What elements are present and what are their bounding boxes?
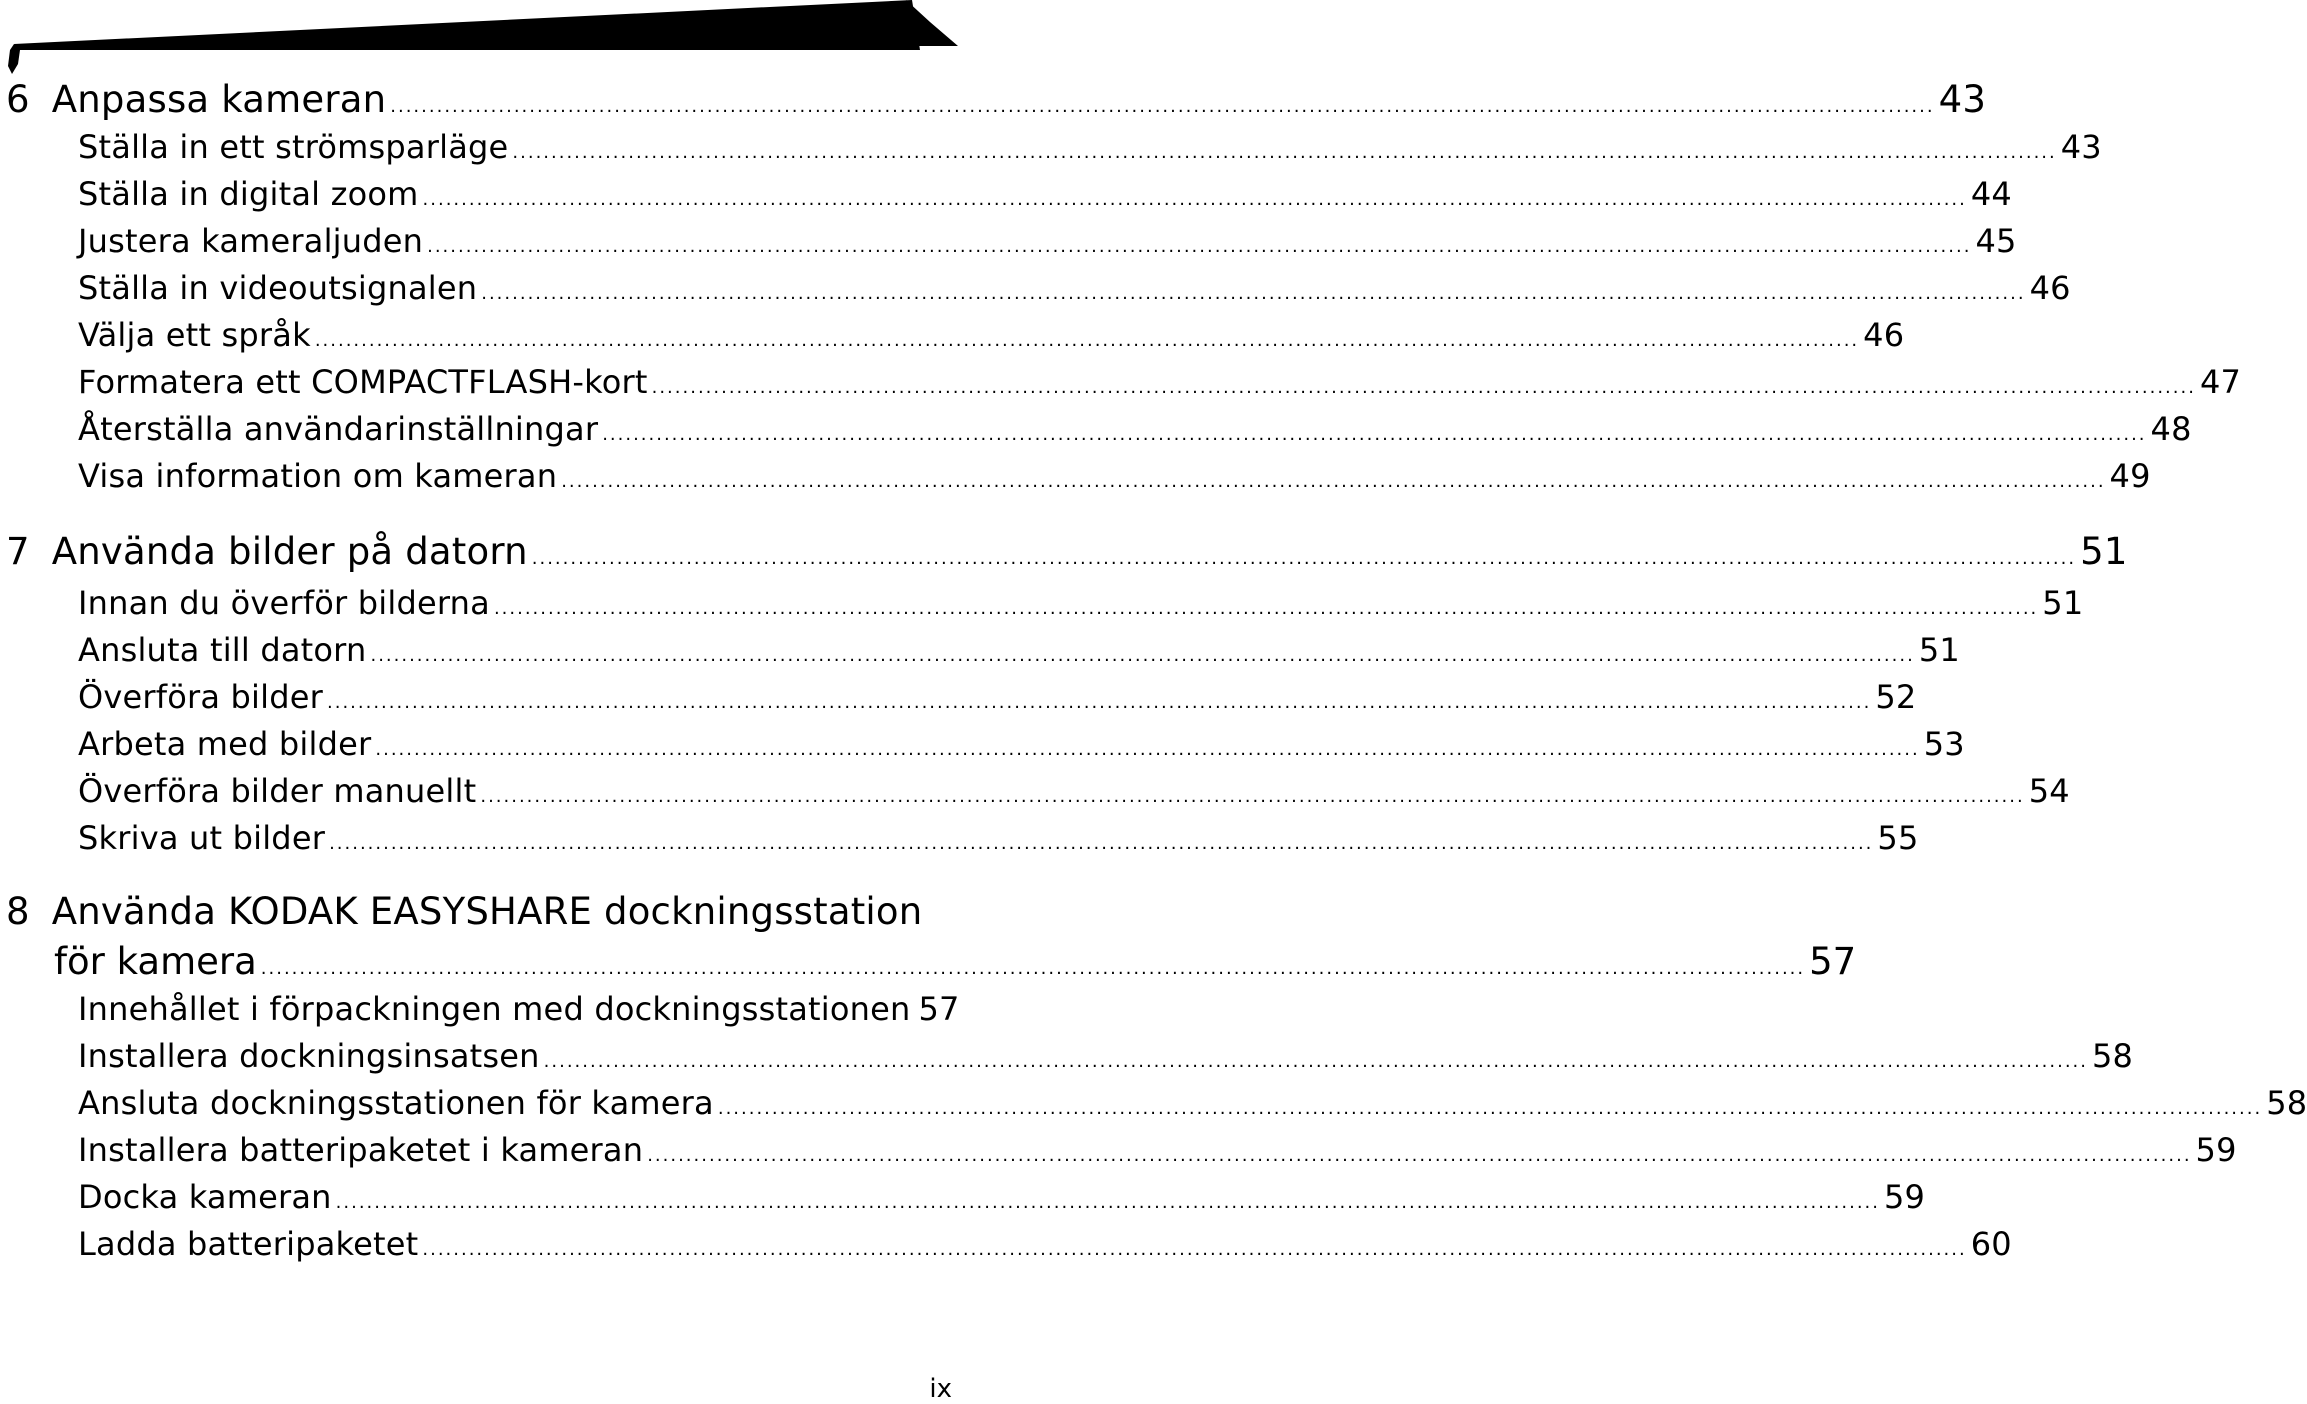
section-page-number: 59: [1884, 1178, 1926, 1216]
section-title: Installera batteripaketet i kameran: [78, 1131, 644, 1169]
section-title: Innehållet i förpackningen med dockningsstationen: [78, 990, 911, 1028]
section-page-number: 60: [1970, 1225, 2012, 1263]
dot-leader: ........................................................................................................................................................................................................: [370, 645, 1915, 666]
section-title: Justera kameraljuden: [78, 222, 424, 260]
dot-leader: ........................................................................................................................................................................................................: [531, 548, 2077, 569]
toc-section-entry[interactable]: [78, 772, 2070, 810]
chapter-title-continued: för kamera: [54, 940, 257, 983]
section-page-number: 54: [2028, 772, 2070, 810]
chapter-title-text: Använda KODAK EASYSHARE dockningsstation: [51, 890, 923, 933]
toc-section-entry[interactable]: [78, 1037, 2134, 1075]
toc-section-entry[interactable]: [78, 990, 960, 1028]
section-title: Visa information om kameran: [78, 457, 558, 495]
chapter-number: 6: [6, 78, 30, 121]
dot-leader: ........................................................................................................................................................................................................: [422, 1239, 1967, 1260]
toc-section-entry[interactable]: [78, 175, 2012, 213]
header-rule-corner: [906, 0, 958, 46]
toc-chapter-entry[interactable]: [6, 890, 955, 933]
section-title: Arbeta med bilder: [78, 725, 372, 763]
dot-leader: ........................................................................................................................................................................................................: [260, 958, 1806, 979]
toc-section-entry[interactable]: [78, 410, 2192, 448]
section-page-number: 43: [2060, 128, 2102, 166]
toc-section-entry[interactable]: [78, 584, 2084, 622]
section-page-number: 55: [1877, 819, 1919, 857]
toc-section-entry[interactable]: [78, 316, 1905, 354]
dot-leader: ........................................................................................................................................................................................................: [335, 1192, 1880, 1213]
dot-leader: ........................................................................................................................................................................................................: [647, 1145, 2192, 1166]
dot-leader: ........................................................................................................................................................................................................: [422, 189, 1967, 210]
dot-leader: ........................................................................................................................................................................................................: [375, 739, 1920, 760]
toc-section-entry[interactable]: [78, 457, 2151, 495]
toc-section-entry[interactable]: [78, 1178, 1926, 1216]
toc-section-entry[interactable]: [78, 363, 2242, 401]
section-page-number: 45: [1975, 222, 2017, 260]
page-number: ix: [929, 1374, 952, 1404]
section-page-number: 47: [2199, 363, 2242, 401]
dot-leader: ........................................................................................................................................................................................................: [561, 471, 2106, 492]
chapter-page-number: 43: [1938, 78, 1987, 121]
dot-leader: ........................................................................................................................................................................................................: [543, 1051, 2088, 1072]
section-title: Överföra bilder manuellt: [78, 772, 477, 810]
section-page-number: 46: [1863, 316, 1905, 354]
toc-chapter-entry[interactable]: [6, 78, 1987, 121]
dot-leader: ........................................................................................................................................................................................................: [390, 96, 1935, 117]
section-page-number: 44: [1970, 175, 2012, 213]
dot-leader: ........................................................................................................................................................................................................: [329, 833, 1874, 854]
section-page-number: 57: [918, 990, 960, 1028]
toc-section-entry[interactable]: [78, 631, 1960, 669]
dot-leader: ........................................................................................................................................................................................................: [717, 1098, 2263, 1119]
section-page-number: 48: [2150, 410, 2192, 448]
chapter-page-number: 57: [1809, 940, 1857, 983]
toc-section-entry[interactable]: [78, 1084, 2307, 1122]
section-title: Ansluta dockningsstationen för kamera: [78, 1084, 714, 1122]
toc-chapter-title: [6, 890, 922, 933]
header-rule-bar: [14, 0, 920, 50]
section-page-number: 58: [2266, 1084, 2307, 1122]
toc-chapter-title: [6, 78, 386, 121]
section-title: Docka kameran: [78, 1178, 332, 1216]
section-title: Formatera ett COMPACTFLASH-kort: [78, 363, 648, 401]
section-page-number: 51: [1918, 631, 1960, 669]
dot-leader: ........................................................................................................................................................................................................: [427, 236, 1972, 257]
chapter-number: 8: [6, 890, 30, 933]
toc-chapter-entry[interactable]: [6, 530, 2128, 573]
toc-section-entry[interactable]: [78, 222, 2017, 260]
section-page-number: 49: [2109, 457, 2151, 495]
section-page-number: 53: [1923, 725, 1965, 763]
chapter-number: 7: [6, 530, 30, 573]
toc-section-entry[interactable]: [78, 1225, 2012, 1263]
section-title: Ladda batteripaketet: [78, 1225, 419, 1263]
toc-section-entry[interactable]: [78, 269, 2071, 307]
section-page-number: 58: [2092, 1037, 2134, 1075]
dot-leader: ........................................................................................................................................................................................................: [651, 377, 2196, 398]
dot-leader: ........................................................................................................................................................................................................: [493, 598, 2039, 619]
chapter-title-text: Använda bilder på datorn: [51, 530, 528, 573]
toc-section-entry[interactable]: [78, 128, 2102, 166]
dot-leader: ........................................................................................................................................................................................................: [480, 786, 2025, 807]
section-title: Innan du överför bilderna: [78, 584, 490, 622]
section-title: Ställa in videoutsignalen: [78, 269, 478, 307]
dot-leader: ........................................................................................................................................................................................................: [314, 330, 1860, 351]
chapter-page-number: 51: [2080, 530, 2128, 573]
section-title: Ställa in ett strömsparläge: [78, 128, 509, 166]
toc-section-entry[interactable]: [78, 678, 1917, 716]
toc-section-entry[interactable]: [78, 819, 1919, 857]
section-page-number: 51: [2042, 584, 2084, 622]
section-title: Återställa användarinställningar: [78, 410, 599, 448]
toc-chapter-entry-continued[interactable]: [54, 940, 1857, 983]
dot-leader: ........................................................................................................................................................................................................: [602, 424, 2147, 445]
section-title: Ansluta till datorn: [78, 631, 367, 669]
toc-section-entry[interactable]: [78, 1131, 2237, 1169]
section-title: Installera dockningsinsatsen: [78, 1037, 540, 1075]
header-rule: [0, 0, 960, 80]
section-title: Ställa in digital zoom: [78, 175, 419, 213]
header-rule-tip: [8, 44, 20, 74]
section-title: Skriva ut bilder: [78, 819, 326, 857]
section-page-number: 46: [2029, 269, 2071, 307]
chapter-title-text: Anpassa kameran: [51, 78, 387, 121]
toc-section-entry[interactable]: [78, 725, 1965, 763]
section-title: Välja ett språk: [78, 316, 311, 354]
section-title: Överföra bilder: [78, 678, 323, 716]
dot-leader: ........................................................................................................................................................................................................: [327, 692, 1872, 713]
toc-chapter-title: [6, 530, 528, 573]
dot-leader: ........................................................................................................................................................................................................: [481, 283, 2026, 304]
dot-leader: ........................................................................................................................................................................................................: [512, 142, 2057, 163]
section-page-number: 52: [1875, 678, 1917, 716]
section-page-number: 59: [2195, 1131, 2237, 1169]
